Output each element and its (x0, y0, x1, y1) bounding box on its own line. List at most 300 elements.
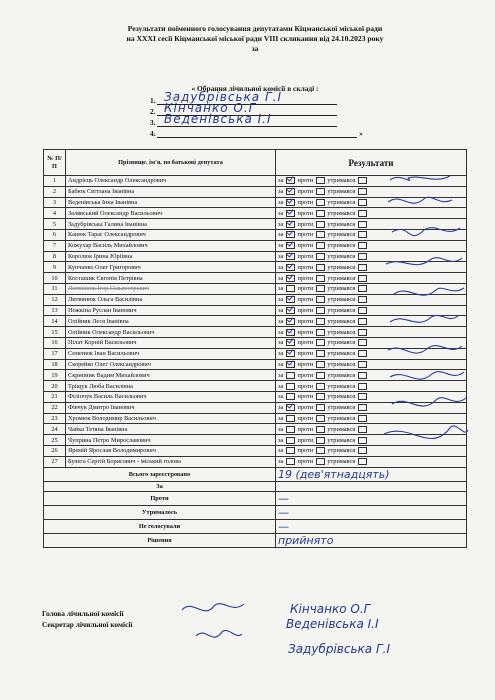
vote-option-label: проти (297, 425, 314, 433)
vote-option-label: за (278, 177, 284, 185)
vote-option-label: утримався (327, 296, 356, 304)
row-number: 16 (44, 337, 66, 348)
vote-for-checkbox[interactable] (286, 285, 295, 292)
vote-abstain-checkbox[interactable] (358, 199, 367, 206)
vote-abstain-checkbox[interactable] (358, 393, 367, 400)
deputy-name: Пілат Корній Васильович (66, 337, 276, 348)
row-number: 18 (44, 359, 66, 370)
table-row (44, 294, 467, 305)
vote-option-label: за (278, 220, 284, 228)
vote-for-checkbox[interactable] (286, 253, 295, 260)
deputy-name: Хромюк Володимир Васильович (66, 413, 276, 424)
vote-option-label: проти (297, 177, 314, 185)
table-row (44, 445, 467, 456)
vote-for-checkbox[interactable] (286, 318, 295, 325)
vote-abstain-checkbox[interactable] (358, 415, 367, 422)
candidate-2-handwriting: Кінчанко О.Г (164, 101, 257, 115)
row-number: 15 (44, 327, 66, 338)
vote-against-checkbox[interactable] (316, 415, 325, 422)
deputy-name: Купчанко Олег Григорович (66, 262, 276, 273)
row-number: 7 (44, 240, 66, 251)
vote-option-label: проти (297, 220, 314, 228)
vote-abstain-checkbox[interactable] (358, 372, 367, 379)
deputy-name: Литвинюк Ігор Сільвестрович (66, 283, 276, 294)
extra-name-handwriting: Задубрівська Г.І (288, 642, 390, 656)
table-row (44, 413, 467, 424)
row-number: 21 (44, 391, 66, 402)
deputy-name: Олійник Леся Іванівна (66, 316, 276, 327)
vote-options (276, 413, 467, 424)
vote-options (276, 208, 467, 219)
vote-against-checkbox[interactable] (316, 383, 325, 390)
table-row (44, 435, 467, 446)
vote-abstain-checkbox[interactable] (358, 339, 367, 346)
vote-against-checkbox[interactable] (316, 426, 325, 433)
vote-abstain-checkbox[interactable] (358, 350, 367, 357)
decision-label: Рішення (44, 534, 276, 548)
vote-option-label: проти (297, 242, 314, 250)
summary-decision (44, 534, 467, 548)
vote-against-checkbox[interactable] (316, 242, 325, 249)
vote-options (276, 327, 467, 338)
row-number: 11 (44, 283, 66, 294)
vote-option-label: проти (297, 339, 314, 347)
vote-option-label: за (278, 360, 284, 368)
vote-abstain-checkbox[interactable] (358, 329, 367, 336)
row-number: 1 (44, 176, 66, 187)
not-voted-label: Не голосували (44, 520, 276, 534)
deputy-name: Фівчук Дмитро Іванович (66, 402, 276, 413)
vote-against-checkbox[interactable] (316, 264, 325, 271)
vote-abstain-checkbox[interactable] (358, 458, 367, 465)
summary-registered (44, 467, 467, 481)
vote-for-checkbox[interactable] (286, 393, 295, 400)
table-row (44, 251, 467, 262)
vote-option-label: проти (297, 393, 314, 401)
table-row (44, 348, 467, 359)
vote-option-label: за (278, 231, 284, 239)
deputy-name: Веденівська Інна Іванівна (66, 197, 276, 208)
candidate-1: 1. Задубрівська Г.І (150, 96, 337, 105)
vote-against-checkbox[interactable] (316, 437, 325, 444)
vote-option-label: за (278, 350, 284, 358)
vote-against-checkbox[interactable] (316, 361, 325, 368)
vote-option-label: проти (297, 274, 314, 282)
vote-option-label: за (278, 188, 284, 196)
abstain-label: Утрималось (44, 506, 276, 520)
vote-for-checkbox[interactable] (286, 275, 295, 282)
registered-value: 19 (дев'ятнадцять) (276, 467, 467, 481)
vote-options (276, 283, 467, 294)
vote-option-label: утримався (327, 404, 356, 412)
vote-abstain-checkbox[interactable] (358, 404, 367, 411)
vote-option-label: за (278, 306, 284, 314)
vote-for-checkbox[interactable] (286, 458, 295, 465)
vote-options (276, 435, 467, 446)
vote-option-label: за (278, 404, 284, 412)
secretary-label: Секретар лічильної комісії (42, 620, 133, 629)
vote-against-checkbox[interactable] (316, 318, 325, 325)
vote-option-label: утримався (327, 252, 356, 260)
title-line-2: на XXXI сесії Кіцманської міської ради VIII скликання від 24.10.2023 року (126, 34, 384, 43)
against-label: Проти (44, 492, 276, 506)
candidate-3-handwriting: Веденівська І.І (164, 112, 272, 126)
row-number: 9 (44, 262, 66, 273)
deputy-name: Задубрівська Галина Іванівна (66, 219, 276, 230)
vote-for-checkbox[interactable] (286, 339, 295, 346)
summary-against (44, 492, 467, 506)
table-row (44, 402, 467, 413)
vote-for-checkbox[interactable] (286, 361, 295, 368)
vote-options (276, 402, 467, 413)
agenda-subtitle: « Обрання лічильної комісії в складі : (191, 84, 319, 93)
deputy-name: Тріщук Люба Василівна (66, 381, 276, 392)
deputy-name: Литвинюк Ольга Василівна (66, 294, 276, 305)
vote-option-label: утримався (327, 371, 356, 379)
vote-rows (44, 176, 467, 468)
vote-abstain-checkbox[interactable] (358, 264, 367, 271)
vote-option-label: проти (297, 188, 314, 196)
vote-option-label: проти (297, 436, 314, 444)
row-number: 2 (44, 186, 66, 197)
chair-name-handwriting: Кінчанко О.Г (290, 602, 371, 616)
vote-for-checkbox[interactable] (286, 188, 295, 195)
candidate-4: 4. » (150, 129, 363, 138)
title-line-1: Результати поіменного голосування депутатами Кіцманської міської ради (127, 24, 383, 33)
vote-option-label: утримався (327, 198, 356, 206)
table-row (44, 176, 467, 187)
vote-option-label: проти (297, 306, 314, 314)
candidate-2: 2. Кінчанко О.Г (150, 107, 337, 116)
vote-abstain-checkbox[interactable] (358, 447, 367, 454)
row-number: 20 (44, 381, 66, 392)
vote-option-label: утримався (327, 414, 356, 422)
vote-option-label: за (278, 382, 284, 390)
table-row (44, 229, 467, 240)
deputy-name: Канюк Тарас Олександрович (66, 229, 276, 240)
vote-abstain-checkbox[interactable] (358, 361, 367, 368)
vote-against-checkbox[interactable] (316, 296, 325, 303)
vote-option-label: утримався (327, 425, 356, 433)
vote-option-label: утримався (327, 436, 356, 444)
table-row (44, 359, 467, 370)
vote-option-label: за (278, 296, 284, 304)
deputy-name: Яремій Ярослав Володимирович (66, 445, 276, 456)
row-number: 5 (44, 219, 66, 230)
vote-for-checkbox[interactable] (286, 447, 295, 454)
vote-against-checkbox[interactable] (316, 199, 325, 206)
vote-against-checkbox[interactable] (316, 307, 325, 314)
vote-against-checkbox[interactable] (316, 210, 325, 217)
vote-against-checkbox[interactable] (316, 253, 325, 260)
vote-options (276, 445, 467, 456)
vote-option-label: утримався (327, 188, 356, 196)
vote-against-checkbox[interactable] (316, 339, 325, 346)
vote-options (276, 186, 467, 197)
vote-option-label: за (278, 317, 284, 325)
summary-rows (44, 467, 467, 548)
vote-against-checkbox[interactable] (316, 285, 325, 292)
vote-option-label: утримався (327, 382, 356, 390)
vote-abstain-checkbox[interactable] (358, 242, 367, 249)
against-value: — (276, 492, 467, 506)
vote-against-checkbox[interactable] (316, 393, 325, 400)
vote-abstain-checkbox[interactable] (358, 177, 367, 184)
vote-for-checkbox[interactable] (286, 296, 295, 303)
row-number: 14 (44, 316, 66, 327)
deputy-name: Ножкіна Руслан Іванович (66, 305, 276, 316)
vote-against-checkbox[interactable] (316, 372, 325, 379)
vote-against-checkbox[interactable] (316, 188, 325, 195)
row-number: 19 (44, 370, 66, 381)
decision-value: прийнято (276, 534, 467, 548)
vote-option-label: проти (297, 263, 314, 271)
vote-against-checkbox[interactable] (316, 404, 325, 411)
table-row (44, 219, 467, 230)
vote-option-label: утримався (327, 339, 356, 347)
vote-for-checkbox[interactable] (286, 307, 295, 314)
vote-option-label: утримався (327, 220, 356, 228)
vote-option-label: утримався (327, 231, 356, 239)
vote-abstain-checkbox[interactable] (358, 426, 367, 433)
vote-options (276, 240, 467, 251)
vote-options (276, 219, 467, 230)
col-name-header: Прізвище. ім'я, по батькові депутата (66, 150, 276, 176)
vote-abstain-checkbox[interactable] (358, 437, 367, 444)
vote-options (276, 359, 467, 370)
vote-abstain-checkbox[interactable] (358, 253, 367, 260)
vote-option-label: утримався (327, 177, 356, 185)
vote-abstain-checkbox[interactable] (358, 210, 367, 217)
row-number: 13 (44, 305, 66, 316)
vote-option-label: проти (297, 198, 314, 206)
deputy-name: Філіпчук Василь Васильович (66, 391, 276, 402)
vote-for-checkbox[interactable] (286, 383, 295, 390)
vote-options (276, 251, 467, 262)
deputy-name: Королюк Ірина Юріївна (66, 251, 276, 262)
summary-abstain (44, 506, 467, 520)
vote-option-label: за (278, 458, 284, 466)
vote-abstain-checkbox[interactable] (358, 275, 367, 282)
deputy-name: Скорейко Олег Олександрович (66, 359, 276, 370)
vote-against-checkbox[interactable] (316, 275, 325, 282)
vote-option-label: за (278, 328, 284, 336)
vote-option-label: проти (297, 328, 314, 336)
vote-option-label: утримався (327, 274, 356, 282)
vote-option-label: проти (297, 458, 314, 466)
vote-options (276, 337, 467, 348)
vote-option-label: утримався (327, 285, 356, 293)
vote-for-checkbox[interactable] (286, 231, 295, 238)
vote-abstain-checkbox[interactable] (358, 296, 367, 303)
vote-against-checkbox[interactable] (316, 458, 325, 465)
vote-options (276, 456, 467, 467)
vote-option-label: проти (297, 404, 314, 412)
row-number: 3 (44, 197, 66, 208)
vote-abstain-checkbox[interactable] (358, 307, 367, 314)
vote-table (43, 149, 467, 548)
vote-options (276, 262, 467, 273)
vote-abstain-checkbox[interactable] (358, 221, 367, 228)
vote-against-checkbox[interactable] (316, 329, 325, 336)
deputy-name: Семенюк Іван Васильович (66, 348, 276, 359)
vote-options (276, 391, 467, 402)
vote-option-label: утримався (327, 447, 356, 455)
not-voted-value: — (276, 520, 467, 534)
vote-option-label: утримався (327, 242, 356, 250)
vote-for-checkbox[interactable] (286, 210, 295, 217)
title-line-3: за (251, 44, 259, 53)
table-row (44, 305, 467, 316)
vote-option-label: утримався (327, 306, 356, 314)
vote-option-label: проти (297, 231, 314, 239)
vote-for-checkbox[interactable] (286, 404, 295, 411)
table-row (44, 273, 467, 284)
vote-against-checkbox[interactable] (316, 447, 325, 454)
col-results-header: Результати (276, 150, 467, 176)
candidate-3: 3. Веденівська І.І (150, 118, 337, 127)
deputy-name: Косташик Євгенія Петрівна (66, 273, 276, 284)
row-number: 17 (44, 348, 66, 359)
vote-option-label: за (278, 252, 284, 260)
row-number: 24 (44, 424, 66, 435)
vote-option-label: за (278, 285, 284, 293)
table-row (44, 316, 467, 327)
registered-label: Всього зареєстровано (44, 467, 276, 481)
row-number: 8 (44, 251, 66, 262)
vote-options (276, 305, 467, 316)
vote-against-checkbox[interactable] (316, 231, 325, 238)
vote-options (276, 294, 467, 305)
vote-for-checkbox[interactable] (286, 199, 295, 206)
vote-option-label: проти (297, 382, 314, 390)
vote-option-label: за (278, 436, 284, 444)
vote-against-checkbox[interactable] (316, 221, 325, 228)
col-number-header: № П/П (44, 150, 66, 176)
table-row (44, 240, 467, 251)
row-number: 22 (44, 402, 66, 413)
vote-option-label: за (278, 242, 284, 250)
candidate-1-handwriting: Задубрівська Г.І (164, 90, 282, 104)
vote-abstain-checkbox[interactable] (358, 318, 367, 325)
vote-for-checkbox[interactable] (286, 221, 295, 228)
vote-for-checkbox[interactable] (286, 264, 295, 271)
row-number: 23 (44, 413, 66, 424)
table-row (44, 197, 467, 208)
row-number: 10 (44, 273, 66, 284)
abstain-value: — (276, 506, 467, 520)
table-row (44, 391, 467, 402)
row-number: 6 (44, 229, 66, 240)
vote-against-checkbox[interactable] (316, 350, 325, 357)
vote-option-label: за (278, 393, 284, 401)
vote-option-label: за (278, 274, 284, 282)
row-number: 27 (44, 456, 66, 467)
deputy-name: Залявський Олександр Васильович (66, 208, 276, 219)
table-row (44, 381, 467, 392)
table-row (44, 424, 467, 435)
deputy-name: Кожухар Василь Михайлович (66, 240, 276, 251)
vote-option-label: проти (297, 317, 314, 325)
vote-for-checkbox[interactable] (286, 177, 295, 184)
vote-options (276, 229, 467, 240)
deputy-name: Олійник Олександр Васильович (66, 327, 276, 338)
table-row (44, 337, 467, 348)
vote-for-checkbox[interactable] (286, 242, 295, 249)
chair-label: Голова лічильної комісії (42, 609, 124, 618)
vote-option-label: утримався (327, 350, 356, 358)
vote-option-label: за (278, 425, 284, 433)
deputy-name: Чуприна Петро Мирославович (66, 435, 276, 446)
table-row (44, 456, 467, 467)
summary-for (44, 481, 467, 492)
deputy-name: Булега Сергій Борисович - міський голова (66, 456, 276, 467)
vote-options (276, 370, 467, 381)
vote-options (276, 381, 467, 392)
vote-for-checkbox[interactable] (286, 426, 295, 433)
table-header (44, 150, 467, 176)
vote-option-label: утримався (327, 317, 356, 325)
row-number: 4 (44, 208, 66, 219)
vote-abstain-checkbox[interactable] (358, 285, 367, 292)
vote-options (276, 424, 467, 435)
deputy-name: Скрипник Вадим Михайлович (66, 370, 276, 381)
vote-for-checkbox[interactable] (286, 329, 295, 336)
deputy-name: Бабюк Світлана Іванівна (66, 186, 276, 197)
vote-options (276, 273, 467, 284)
for-value (276, 481, 467, 492)
vote-option-label: проти (297, 371, 314, 379)
vote-for-checkbox[interactable] (286, 415, 295, 422)
deputy-name: Андрієць Олександр Олександрович (66, 176, 276, 187)
chair-signature (178, 596, 248, 656)
vote-option-label: проти (297, 252, 314, 260)
vote-abstain-checkbox[interactable] (358, 231, 367, 238)
vote-option-label: проти (297, 285, 314, 293)
vote-option-label: за (278, 371, 284, 379)
vote-abstain-checkbox[interactable] (358, 383, 367, 390)
table-row (44, 208, 467, 219)
vote-for-checkbox[interactable] (286, 350, 295, 357)
vote-option-label: утримався (327, 263, 356, 271)
vote-for-checkbox[interactable] (286, 437, 295, 444)
vote-against-checkbox[interactable] (316, 177, 325, 184)
vote-option-label: за (278, 198, 284, 206)
row-number: 26 (44, 445, 66, 456)
secretary-name-handwriting: Веденівська І.І (286, 617, 379, 631)
vote-option-label: утримався (327, 458, 356, 466)
table-row (44, 262, 467, 273)
vote-option-label: за (278, 263, 284, 271)
vote-options (276, 316, 467, 327)
summary-not-voted (44, 520, 467, 534)
table-row (44, 370, 467, 381)
table-row (44, 327, 467, 338)
vote-options (276, 197, 467, 208)
vote-option-label: проти (297, 209, 314, 217)
for-label: За (44, 481, 276, 492)
vote-option-label: проти (297, 350, 314, 358)
vote-option-label: проти (297, 360, 314, 368)
vote-option-label: проти (297, 447, 314, 455)
vote-abstain-checkbox[interactable] (358, 188, 367, 195)
vote-for-checkbox[interactable] (286, 372, 295, 379)
vote-option-label: за (278, 209, 284, 217)
vote-options (276, 176, 467, 187)
vote-option-label: за (278, 447, 284, 455)
vote-option-label: утримався (327, 328, 356, 336)
table-row (44, 186, 467, 197)
